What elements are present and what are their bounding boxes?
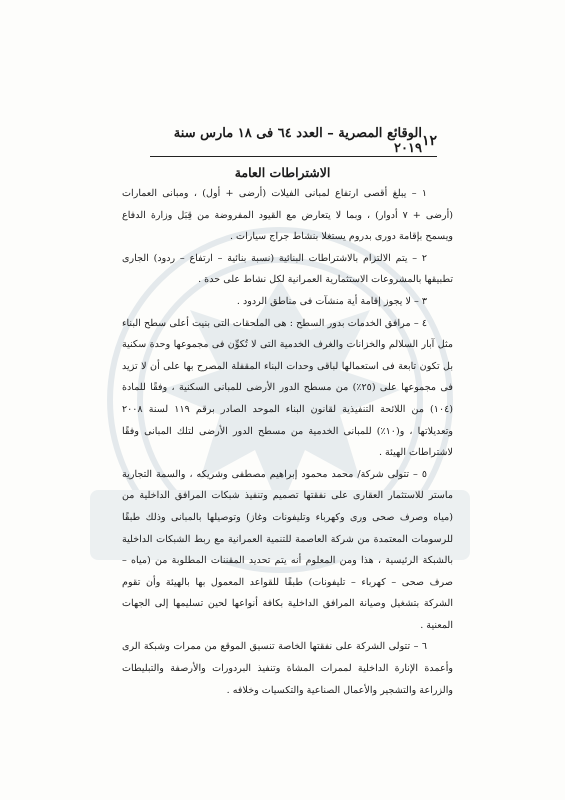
paragraph-3: ٣ – لا يجوز إقامة أية منشآت فى مناطق الردود . — [236, 295, 427, 307]
page-header — [150, 126, 437, 156]
header-divider — [150, 156, 437, 157]
paragraph-1: ١ – يبلغ أقصى ارتفاع لمبانى الفيلات (أرضى + أول) ، ومبانى العمارات (أرضى + ٧ أدوار) ، وبما لا يتعارض مع القيود المفروضة من قِبَل وزارة الدفاع ويسمح بإقامة دورى بدروم يستغلا بنشاط جراج سيارات . — [122, 188, 454, 243]
gazette-title: الوقائع المصرية – العدد ٦٤ فى ١٨ مارس سنة ٢٠١٩ — [173, 126, 422, 156]
section-title: الاشتراطات العامة — [234, 165, 331, 180]
paragraph-4: ٤ – مرافق الخدمات بدور السطح : هى الملحقات التى بنيت أعلى سطح البناء مثل آبار السلالم والخزانات والغرف الخدمية التى لا تُكوِّن فى مجموعها وحدة سكنية بل تكون تابعة فى استعمالها لباقى وحدات البناء المقفلة المصرح بها على أن لا تزيد فى مجموعها على (٢٥٪) من مسطح الدور الأرضى للمبانى السكنية ، وفقًا للمادة (١٠٤) من اللائحة التنفيذية لقانون البناء الموحد الصادر برقم ١١٩ لسنة ٢٠٠٨ وتعديلاتها ، و(١٠٪) للمبانى الخدمية من مسطح الدور الأرضى لتلك المبانى وفقًا لاشتراطات الهيئة . — [122, 317, 454, 459]
paragraph-5: ٥ – تتولى شركة/ محمد محمود إبراهيم مصطفى وشريكه ، والسمة التجارية ماستر للاستثمار العقارى على نفقتها تصميم وتنفيذ شبكات المرافق الداخلية من (مياه وصرف صحى ورى وكهرباء وتليفونات وغاز) وتوصيلها بالمبانى وذلك طبقًا للرسومات المعتمدة من شركة العاصمة للتنمية العمرانية مع ربط الشبكات الداخلية بالشبكة الرئيسية ، هذا ومن المعلوم أنه يتم تحديد المقننات المطلوبة من (مياه – صرف صحى – كهرباء – تليفونات) طبقًا للقواعد المعمول بها بالهيئة وأن تقوم الشركة بتشغيل وصيانة المرافق الداخلية بكافة أنواعها لحين تسليمها إلى الجهات المعنية . — [122, 468, 453, 631]
paragraph-6: ٦ – تتولى الشركة على نفقتها الخاصة تنسيق الموقع من ممرات وشبكة الرى وأعمدة الإنارة الداخلية لممرات المشاة وتنفيذ البردورات والأرصفة والتبليطات والزراعة والتشجير والأعمال الصناعية والتكسيات وخلافه . — [122, 641, 453, 696]
document-body — [122, 183, 453, 701]
paragraph-2: ٢ – يتم الالتزام بالاشتراطات البنائية (نسبة بنائية – ارتفاع – ردود) الجارى تطبيقها بالمشروعات الاستثمارية العمرانية لكل نشاط على حدة . — [122, 252, 453, 286]
page-number: ١٢ — [421, 133, 437, 149]
